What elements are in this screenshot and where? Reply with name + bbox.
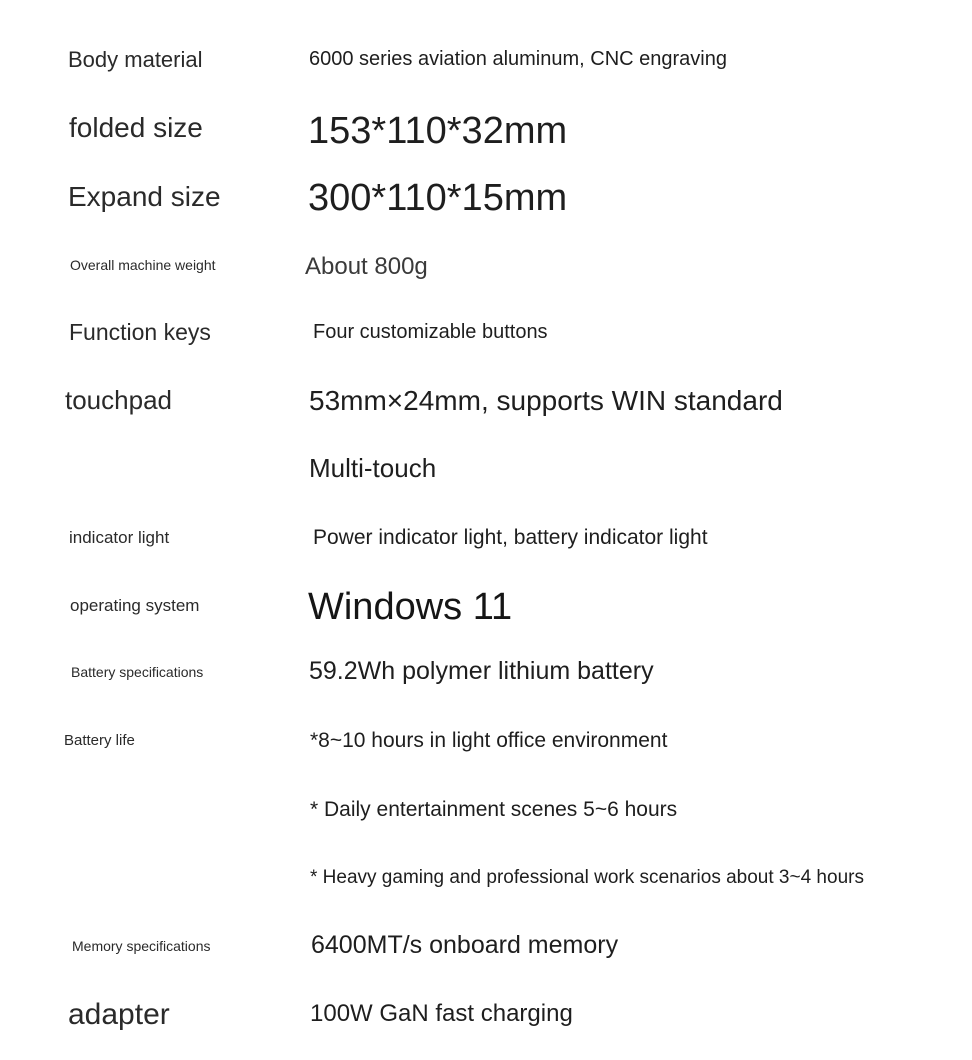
spec-label-battery-specs: Battery specifications <box>71 664 204 680</box>
spec-label-body-material: Body material <box>68 47 203 72</box>
spec-value-battery-specs: 59.2Wh polymer lithium battery <box>309 657 654 685</box>
spec-label-folded-size: folded size <box>69 112 203 143</box>
spec-value-touchpad-2: Multi-touch <box>309 453 437 483</box>
spec-value-battery-life-1: *8~10 hours in light office environment <box>310 729 668 752</box>
spec-label-touchpad: touchpad <box>65 385 172 415</box>
spec-value-function-keys: Four customizable buttons <box>313 321 548 343</box>
spec-label-indicator-light: indicator light <box>69 528 170 547</box>
spec-label-adapter: adapter <box>68 998 170 1031</box>
spec-value-touchpad-1: 53mm×24mm, supports WIN standard <box>309 385 783 416</box>
spec-value-adapter: 100W GaN fast charging <box>310 1000 573 1027</box>
spec-value-operating-system: Windows 11 <box>308 586 513 628</box>
spec-value-memory-specs: 6400MT/s onboard memory <box>311 931 619 959</box>
spec-value-body-material: 6000 series aviation aluminum, CNC engraving <box>309 48 727 70</box>
spec-value-battery-life-2: * Daily entertainment scenes 5~6 hours <box>310 798 678 821</box>
spec-label-battery-life: Battery life <box>64 732 135 749</box>
spec-label-expand-size: Expand size <box>68 181 221 212</box>
spec-label-weight: Overall machine weight <box>70 257 216 273</box>
spec-label-function-keys: Function keys <box>69 319 211 345</box>
spec-label-operating-system: operating system <box>70 596 200 615</box>
spec-value-folded-size: 153*110*32mm <box>308 110 568 152</box>
spec-value-indicator-light: Power indicator light, battery indicator light <box>313 526 708 549</box>
spec-label-memory-specs: Memory specifications <box>72 938 211 954</box>
spec-value-weight: About 800g <box>305 253 428 280</box>
spec-value-battery-life-3: * Heavy gaming and professional work scenarios about 3~4 hours <box>310 867 864 888</box>
spec-value-expand-size: 300*110*15mm <box>308 177 568 219</box>
